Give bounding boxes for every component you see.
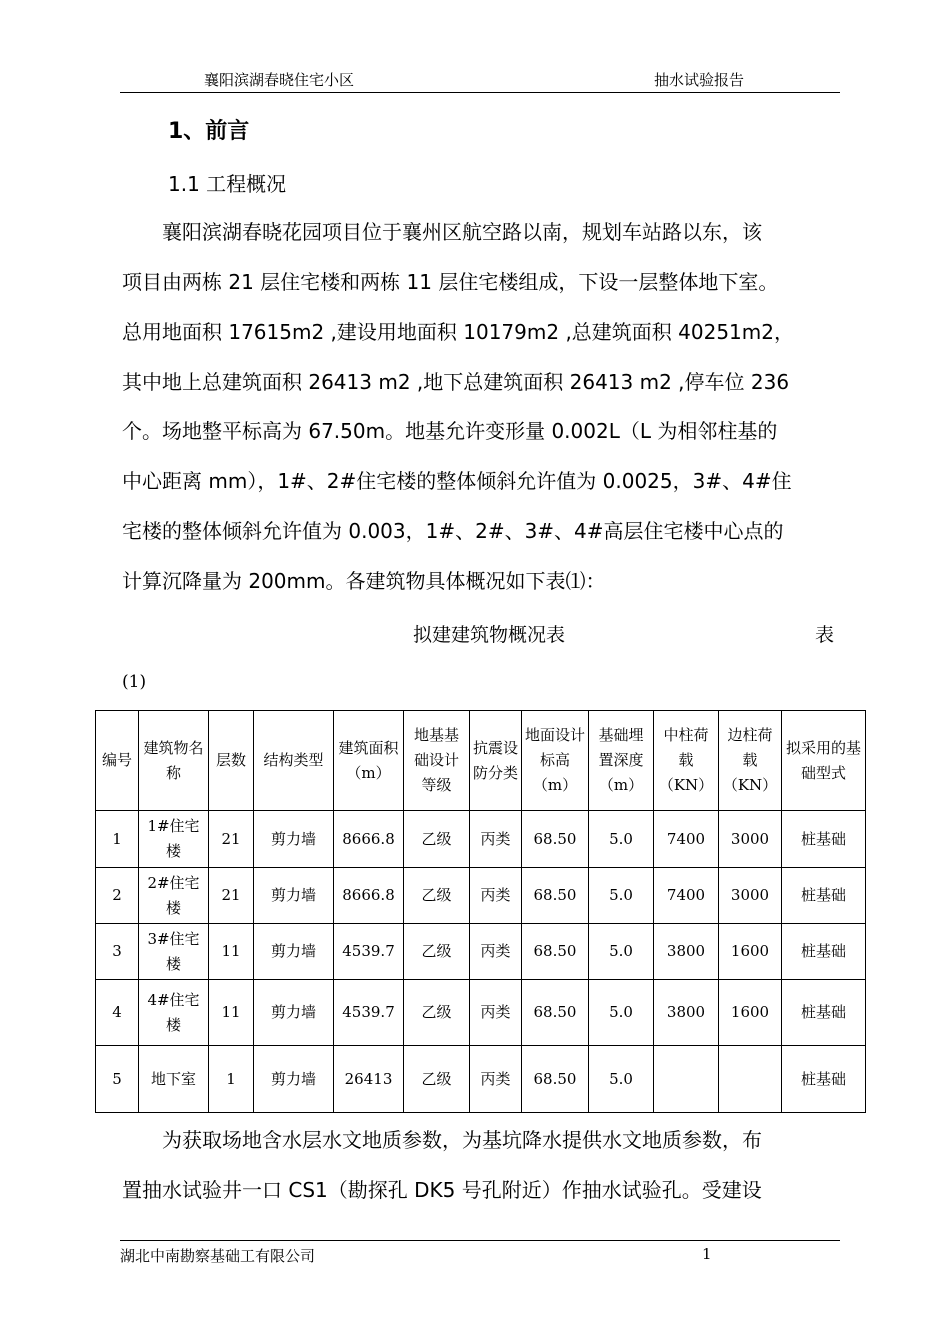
cell-ground-elevation: 68.50 [522, 980, 589, 1046]
cell-edge-load: 3000 [719, 811, 782, 868]
table-row [96, 868, 866, 924]
cell-number: 2 [96, 868, 139, 924]
header-cell-seismic-class: 抗震设防分类 [470, 711, 522, 811]
cell-building-name: 3#住宅楼 [139, 924, 209, 980]
cell-floors: 11 [209, 980, 254, 1046]
paragraph-line: 总用地面积 17615m2 ,建设用地面积 10179m2 ,总建筑面积 40251m2， [122, 320, 794, 344]
cell-foundation-depth: 5.0 [589, 924, 654, 980]
cell-area: 26413 [334, 1046, 404, 1113]
page-footer [120, 1240, 840, 1267]
cell-foundation-depth: 5.0 [589, 1046, 654, 1113]
cell-floors: 21 [209, 811, 254, 868]
table-number: (1) [122, 672, 147, 692]
paragraph-line: 置抽水试验井一口 CS1（勘探孔 DK5 号孔附近）作抽水试验孔。受建设 [122, 1178, 762, 1202]
cell-center-load: 3800 [654, 980, 719, 1046]
cell-area: 4539.7 [334, 980, 404, 1046]
cell-number: 3 [96, 924, 139, 980]
cell-foundation-type: 桩基础 [782, 1046, 866, 1113]
cell-floors: 21 [209, 868, 254, 924]
cell-structure-type: 剪力墙 [254, 868, 334, 924]
cell-ground-elevation: 68.50 [522, 1046, 589, 1113]
cell-floors: 11 [209, 924, 254, 980]
cell-foundation-grade: 乙级 [404, 868, 470, 924]
cell-center-load [654, 1046, 719, 1113]
table-row [96, 1046, 866, 1113]
cell-foundation-type: 桩基础 [782, 980, 866, 1046]
page-header [120, 66, 840, 93]
cell-center-load: 7400 [654, 868, 719, 924]
cell-foundation-depth: 5.0 [589, 980, 654, 1046]
header-cell-area: 建筑面积（m） [334, 711, 404, 811]
cell-floors: 1 [209, 1046, 254, 1113]
paragraph-line: 其中地上总建筑面积 26413 m2 ,地下总建筑面积 26413 m2 ,停车位 236 [122, 370, 790, 394]
header-cell-floors: 层数 [209, 711, 254, 811]
paragraph-line: 计算沉降量为 200mm。各建筑物具体概况如下表⑴： [122, 569, 606, 593]
cell-structure-type: 剪力墙 [254, 980, 334, 1046]
table-title: 拟建建筑物概况表 [413, 624, 566, 646]
paragraph-line: 为获取场地含水层水文地质参数，为基坑降水提供水文地质参数，布 [122, 1128, 762, 1152]
paragraph-line: 襄阳滨湖春晓花园项目位于襄州区航空路以南，规划车站路以东，该 [122, 220, 762, 244]
header-report-title: 抽水试验报告 [654, 71, 745, 89]
header-cell-foundation-depth: 基础埋置深度（m） [589, 711, 654, 811]
cell-ground-elevation: 68.50 [522, 924, 589, 980]
building-overview-table [95, 710, 866, 1113]
cell-foundation-grade: 乙级 [404, 1046, 470, 1113]
cell-structure-type: 剪力墙 [254, 1046, 334, 1113]
table-row [96, 811, 866, 868]
header-cell-ground-elevation: 地面设计标高（m） [522, 711, 589, 811]
cell-foundation-type: 桩基础 [782, 811, 866, 868]
header-cell-structure-type: 结构类型 [254, 711, 334, 811]
cell-center-load: 7400 [654, 811, 719, 868]
cell-center-load: 3800 [654, 924, 719, 980]
cell-foundation-depth: 5.0 [589, 868, 654, 924]
cell-foundation-grade: 乙级 [404, 980, 470, 1046]
cell-seismic-class: 丙类 [470, 1046, 522, 1113]
header-cell-number: 编号 [96, 711, 139, 811]
table-row [96, 924, 866, 980]
cell-foundation-grade: 乙级 [404, 924, 470, 980]
footer-company-name: 湖北中南勘察基础工有限公司 [120, 1247, 316, 1265]
cell-structure-type: 剪力墙 [254, 924, 334, 980]
cell-area: 8666.8 [334, 868, 404, 924]
cell-edge-load [719, 1046, 782, 1113]
cell-ground-elevation: 68.50 [522, 868, 589, 924]
cell-building-name: 2#住宅楼 [139, 868, 209, 924]
cell-structure-type: 剪力墙 [254, 811, 334, 868]
cell-seismic-class: 丙类 [470, 980, 522, 1046]
cell-edge-load: 1600 [719, 980, 782, 1046]
subsection-heading: 1.1 工程概况 [168, 172, 287, 196]
header-cell-building-name: 建筑物名称 [139, 711, 209, 811]
paragraph-line: 中心距离 mm），1#、2#住宅楼的整体倾斜允许值为 0.0025，3#、4#住 [122, 469, 792, 493]
cell-seismic-class: 丙类 [470, 924, 522, 980]
table-header-row [96, 711, 866, 811]
cell-building-name: 地下室 [139, 1046, 209, 1113]
cell-area: 8666.8 [334, 811, 404, 868]
table-title-suffix: 表 [815, 624, 835, 646]
cell-area: 4539.7 [334, 924, 404, 980]
section-heading: 1、前言 [168, 119, 250, 144]
header-cell-foundation-grade: 地基基础设计等级 [404, 711, 470, 811]
cell-seismic-class: 丙类 [470, 868, 522, 924]
cell-foundation-depth: 5.0 [589, 811, 654, 868]
cell-building-name: 4#住宅楼 [139, 980, 209, 1046]
paragraph-line: 个。场地整平标高为 67.50m。地基允许变形量 0.002L（L 为相邻柱基的 [122, 419, 778, 443]
cell-ground-elevation: 68.50 [522, 811, 589, 868]
cell-edge-load: 3000 [719, 868, 782, 924]
header-cell-foundation-type: 拟采用的基础型式 [782, 711, 866, 811]
table-row [96, 980, 866, 1046]
page-number: 1 [702, 1245, 712, 1263]
cell-foundation-grade: 乙级 [404, 811, 470, 868]
paragraph-line: 宅楼的整体倾斜允许值为 0.003，1#、2#、3#、4#高层住宅楼中心点的 [122, 519, 784, 543]
cell-number: 5 [96, 1046, 139, 1113]
header-project-name: 襄阳滨湖春晓住宅小区 [204, 71, 355, 89]
cell-edge-load: 1600 [719, 924, 782, 980]
header-cell-edge-load: 边柱荷载（KN） [719, 711, 782, 811]
cell-number: 1 [96, 811, 139, 868]
cell-foundation-type: 桩基础 [782, 868, 866, 924]
cell-number: 4 [96, 980, 139, 1046]
paragraph-line: 项目由两栋 21 层住宅楼和两栋 11 层住宅楼组成，下设一层整体地下室。 [122, 270, 779, 294]
cell-seismic-class: 丙类 [470, 811, 522, 868]
cell-foundation-type: 桩基础 [782, 924, 866, 980]
cell-building-name: 1#住宅楼 [139, 811, 209, 868]
header-cell-center-load: 中柱荷载（KN） [654, 711, 719, 811]
